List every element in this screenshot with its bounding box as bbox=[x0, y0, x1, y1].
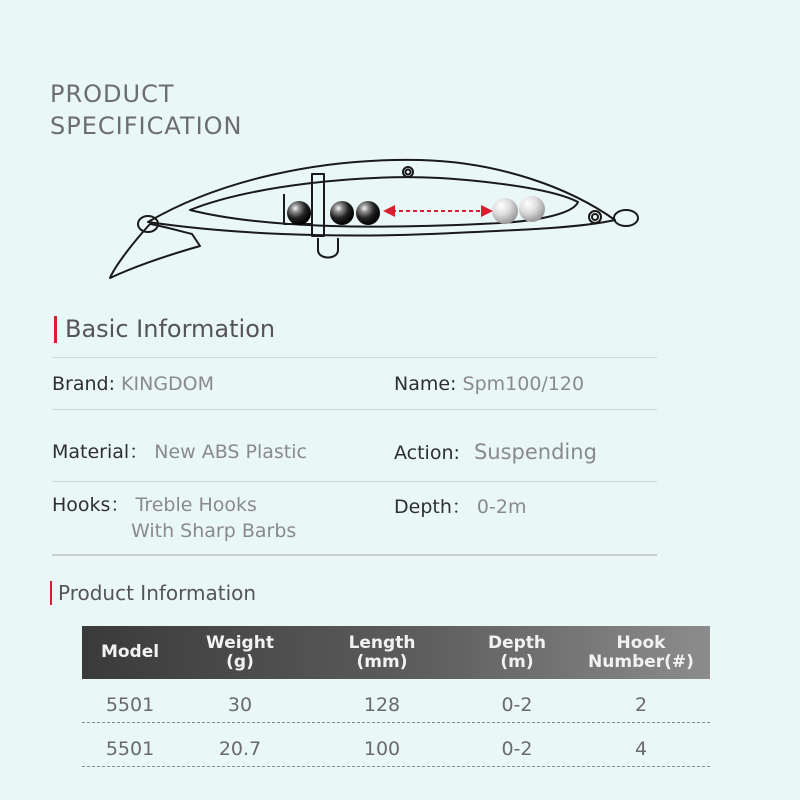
hooks-field bbox=[52, 492, 296, 544]
table-cell: 5501 bbox=[105, 694, 155, 716]
product-info-title: Product Information bbox=[58, 581, 257, 605]
divider bbox=[52, 554, 657, 556]
column-header-line: Hook bbox=[616, 632, 666, 653]
weight-ball-light bbox=[492, 198, 518, 224]
table-row bbox=[82, 679, 710, 723]
basic-info-heading bbox=[54, 315, 275, 343]
brand-field bbox=[52, 371, 214, 397]
basic-info-title: Basic Information bbox=[65, 315, 276, 343]
product-info-heading bbox=[50, 581, 256, 605]
table-cell: 5501 bbox=[105, 738, 155, 760]
action-field bbox=[394, 439, 597, 466]
table-cell: 100 bbox=[363, 738, 401, 760]
page-title-line2: SPECIFICATION bbox=[50, 112, 243, 140]
name-value: Spm100/120 bbox=[462, 373, 585, 395]
weight-ball bbox=[287, 201, 311, 225]
table-cell: 20.7 bbox=[218, 738, 262, 760]
name-label: Name: bbox=[394, 373, 457, 395]
accent-bar bbox=[54, 316, 57, 343]
divider bbox=[52, 481, 657, 482]
action-value: Suspending bbox=[473, 440, 597, 464]
depth-field bbox=[394, 494, 526, 520]
column-header bbox=[82, 626, 178, 679]
weight-movement-arrow bbox=[383, 205, 493, 217]
column-header-line: (g) bbox=[226, 651, 254, 672]
name-field bbox=[394, 371, 584, 397]
tail-ring bbox=[614, 210, 638, 226]
material-value: New ABS Plastic bbox=[154, 441, 307, 463]
divider bbox=[52, 409, 657, 410]
column-header bbox=[178, 626, 302, 679]
page-title-line1: PRODUCT bbox=[50, 80, 175, 108]
action-label: Action: bbox=[394, 442, 460, 464]
accent-bar bbox=[50, 581, 52, 605]
brand-value: KINGDOM bbox=[121, 373, 215, 395]
column-header-line: Model bbox=[100, 642, 160, 662]
table-cell: 0-2 bbox=[501, 694, 533, 716]
belly-eyelet bbox=[318, 238, 338, 258]
column-header-line: Depth bbox=[487, 632, 547, 653]
column-header-line: (mm) bbox=[356, 651, 408, 672]
column-header bbox=[302, 626, 462, 679]
hooks-value-line2: With Sharp Barbs bbox=[131, 520, 297, 542]
material-field bbox=[52, 439, 307, 465]
lure-lip bbox=[110, 224, 200, 278]
material-label: Material： bbox=[52, 441, 149, 463]
table-row bbox=[82, 723, 710, 767]
lure-body bbox=[148, 160, 615, 236]
weight-ball-light bbox=[519, 196, 545, 222]
column-header-line: Length bbox=[348, 632, 416, 653]
tail-eyelet bbox=[589, 211, 601, 223]
table-cell: 128 bbox=[363, 694, 401, 716]
spec-table bbox=[82, 626, 710, 767]
depth-label: Depth： bbox=[394, 496, 471, 518]
table-cell: 30 bbox=[227, 694, 253, 716]
brand-label: Brand: bbox=[52, 373, 115, 395]
page-title bbox=[50, 78, 242, 142]
table-cell: 4 bbox=[634, 738, 648, 760]
weight-ball bbox=[330, 201, 354, 225]
depth-value: 0-2m bbox=[476, 496, 527, 518]
divider bbox=[52, 357, 657, 358]
column-header-line: Weight bbox=[206, 632, 274, 653]
lure-chamber bbox=[190, 177, 578, 226]
column-header-line: (m) bbox=[500, 651, 534, 672]
column-header bbox=[462, 626, 572, 679]
hooks-label: Hooks： bbox=[52, 494, 130, 516]
hooks-value: Treble Hooks bbox=[135, 494, 257, 516]
table-cell: 2 bbox=[634, 694, 648, 716]
column-header-line: Number(#) bbox=[588, 651, 694, 672]
table-header bbox=[82, 626, 710, 679]
table-cell: 0-2 bbox=[501, 738, 533, 760]
lure-diagram bbox=[100, 150, 645, 282]
column-header bbox=[572, 626, 710, 679]
weight-ball bbox=[356, 201, 380, 225]
